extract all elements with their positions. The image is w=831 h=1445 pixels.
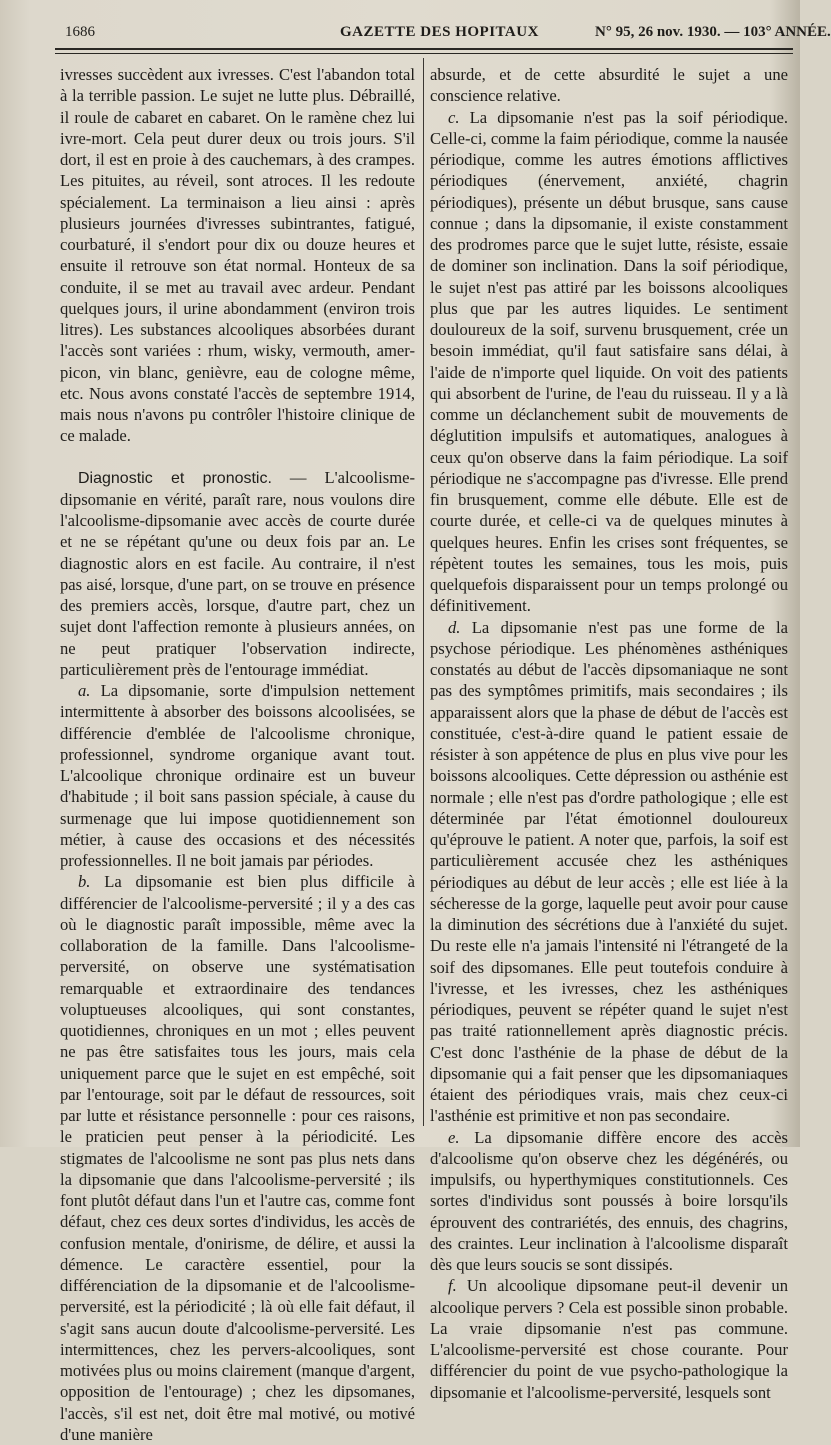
item-label: c. [448,107,460,127]
paragraph-continued: ivresses succèdent aux ivresses. C'est l'abandon total à la terrible passion. Le sujet ne lutte plus. Débraillé, il roule de cabaret en cabaret. On le ramène chez lui ivre-mort. Cela peut durer deux ou trois jours. S'il dort, il est en proie à des cauchemars, à des crampes. Les pituites, au réveil, sont atroces. Il les redoute spécialement. La terminaison a lieu ainsi : après plusieurs journées d'ivresses subintrantes, fatigué, courbaturé, il s'endort pour dix ou douze heures et ensuite il retrouve son état normal. Honteux de sa conduite, il se met au travail avec ardeur. Pendant quelques jours, il urine abondamment (environ trois litres). Les substances alcooliques absorbées durant l'accès sont variées : rhum, wisky, vermouth, amer-picon, vin blanc, genièvre, eau de cologne même, etc. Nous avons constaté l'accès de septembre 1914, mais nous n'avons pu contrôler l'histoire clinique de ce malade. [60,65,415,446]
header-rule-thick [55,48,793,50]
item-label: e. [448,1127,460,1147]
paragraph-text: La dipsomanie n'est pas la soif périodique. Celle-ci, comme la faim périodique, comme la nausée périodique, comme les autres émotions afflictives périodiques (énervement, anxiété, chagrin périodiques), présente un début brusque, sans cause connue ; dans la dipsomanie, il existe constamment des prodromes parce que le sujet lutte, résiste, essaie de dominer son inclination. Dans la soif périodique, le sujet n'est pas attiré par les boissons alcooliques plus que par les autres liquides. Le sentiment douloureux de la soif, survenu brusquement, crée un besoin immédiat, qu'il faut satisfaire sans délai, à l'aide de n'importe quel liquide. On voit des patients qui absorbent de l'urine, de l'eau du ruisseau. Il y a là comme un déclanchement subit de mouvements de déglutition impulsifs et automatiques, analogues à ceux qu'on observe dans la faim périodique. La soif périodique ne s'accompagne pas d'ivresse. Elle prend fin brusquement, comme elle débute. Elle est de courte durée, et celle-ci va de quelques minutes à quelques heures. Enfin les crises sont fréquentes, se répètent toutes les semaines, tous les mois, puis quelquefois disparaissent pour un temps prolongé ou définitivement. [430,107,789,616]
paragraph-text: La dipsomanie, sorte d'impulsion nettement intermittente à absorber des boissons alcoolisées, se différencie d'emblée de l'alcoolisme chronique, professionnel, syndrome organique avant tout. L'alcoolique chronique ordinaire est un buveur d'habitude ; il boit sans passion spéciale, à cause du surmenage que lui impose quotidiennement son métier, à cause des occasions et des nécessités professionnelles. Il ne boit jamais par périodes. [60,681,415,870]
paragraph-continued: absurde, et de cette absurdité le sujet a une conscience relative. [430,65,788,106]
paragraph-text: La dipsomanie diffère encore des accès d'alcoolisme qu'on observe chez les dégénérés, ou impulsifs, ou hyperthymiques constitutionnels. Ces sortes d'individus sont poussés à boire lorsqu'ils éprouvent des contrariétés, des ennuis, des chagrins, des craintes. Leur inclination à l'alcoolisme disparaît dès que leurs soucis se sont dissipés. [430,1127,788,1274]
paragraph-e [430,1127,788,1276]
item-label: f. [448,1276,457,1296]
paragraph-text: La dipsomanie n'est pas une forme de la psychose périodique. Les phénomènes asthéniques constatés au début de l'accès dipsomaniaque ne sont pas des symptômes primitifs, mais secondaires ; ils apparaissent alors que la phase de début de l'accès est constituée, c'est-à-dire quand le patient essaie de résister à son appétence de plus en plus vive pour les boissons alcooliques. Cette dépression ou asthénie est normale ; elle n'est pas d'ordre pathologique ; elle est déterminée par l'état émotionnel douloureux qu'éprouve le patient. A noter que, parfois, la soif est particulièrement accusée chez les asthéniques périodiques au début de leur accès ; elle est liée à la sécheresse de la gorge, laquelle peut avoir pour cause la diminution des sécrétions due à l'anxiété du sujet. Du reste elle n'a jamais l'intensité ni l'étrangeté de la soif des dipsomanes. Elle peut toutefois conduire à l'ivresse, et les ivresses, chez les asthéniques périodiques, peuvent se répéter quand le sujet n'est pas traité rationnellement après diagnostic précis. C'est donc l'asthénie de la phase de début de la dipsomanie qui a fait penser que les dipsomaniaques étaient des périodiques vrais, mais chez ceux-ci l'asthénie est primitive et non pas secondaire. [430,617,788,1126]
paragraph-f [430,1275,788,1403]
journal-title: GAZETTE DES HOPITAUX [340,24,539,40]
issue-info: N° 95, 26 nov. 1930. — 103° ANNÉE. [595,24,831,40]
page-header [55,22,831,44]
item-label: b. [78,872,91,892]
paragraph-text: La dipsomanie est bien plus difficile à différencier de l'alcoolisme-perversité ; il y a des cas où le diagnostic paraît impossible, même avec la collaboration de la famille. Dans l'alcoolisme-perversité, on observe une systématisation remarquable et extraordinaire des tendances voluptueuses alcooliques, qui sont constantes, quotidiennes, chroniques en un mot ; elles peuvent ne pas être satisfaites tous les jours, mais cela uniquement parce que le sujet en est empêché, soit par l'entourage, soit par le défaut de ressources, soit par lutte et résistance personnelle : pour ces raisons, le praticien peut penser à la périodicité. Les stigmates de l'alcoolisme ne sont pas plus nets dans la dipsomanie que dans l'alcoolisme-perversité ; ils font plutôt défaut dans l'un et l'autre cas, comme font défaut, chez ces deux sortes d'individus, les accès de confusion mentale, d'onirisme, de délire, et aussi la démence. Le caractère essentiel, pour la différenciation de la dipsomanie et de l'alcoolisme-perversité, est la périodicité ; là où elle fait défaut, il s'agit sans aucun doute d'alcoolisme-perversité. Les intermittences, chez les pervers-alcooliques, sont motivées plus ou moins clairement (manque d'argent, opposition de l'entourage) ; chez les dipsomanes, l'accès, s'il est net, doit être mal motivé, ou motivé d'une manière [60,872,415,1444]
paragraph-c [430,107,788,617]
page-number: 1686 [65,24,95,40]
paragraph-diagnostic [60,467,415,681]
paragraph-text: Un alcoolique dipsomane peut-il devenir un alcoolique pervers ? Cela est possible sinon probable. La vraie dipsomanie n'est pas commune. L'alcoolisme-perversité est chose courante. Pour différencier du point de vue psycho-pathologique la dipsomanie et l'alcoolisme-perversité, lesquels sont [430,1276,788,1402]
paragraph-d [430,617,788,1127]
item-label: d. [448,617,461,637]
column-divider [423,58,424,1126]
right-column [430,64,788,1403]
section-heading: Diagnostic et pronostic. [78,469,272,487]
paragraph-b [60,871,415,1445]
paragraph-a [60,680,415,871]
left-column [60,64,415,1445]
item-label: a. [78,681,91,700]
paragraph-text: — L'alcoolisme-dipsomanie en vérité, paraît rare, nous voulons dire l'alcoolisme-dipsomanie avec accès de courte durée et ne se répétant qu'une ou deux fois par an. Le diagnostic alors en est facile. Au contraire, il n'est pas aisé, lorsque, d'une part, on se trouve en présence des premiers accès, lorsque, d'autre part, chez un sujet dont l'affection remonte à plusieurs années, on ne peut pratiquer l'observation indirecte, particulièrement près de l'entourage immédiat. [60,467,415,679]
header-rule-thin [55,53,793,54]
